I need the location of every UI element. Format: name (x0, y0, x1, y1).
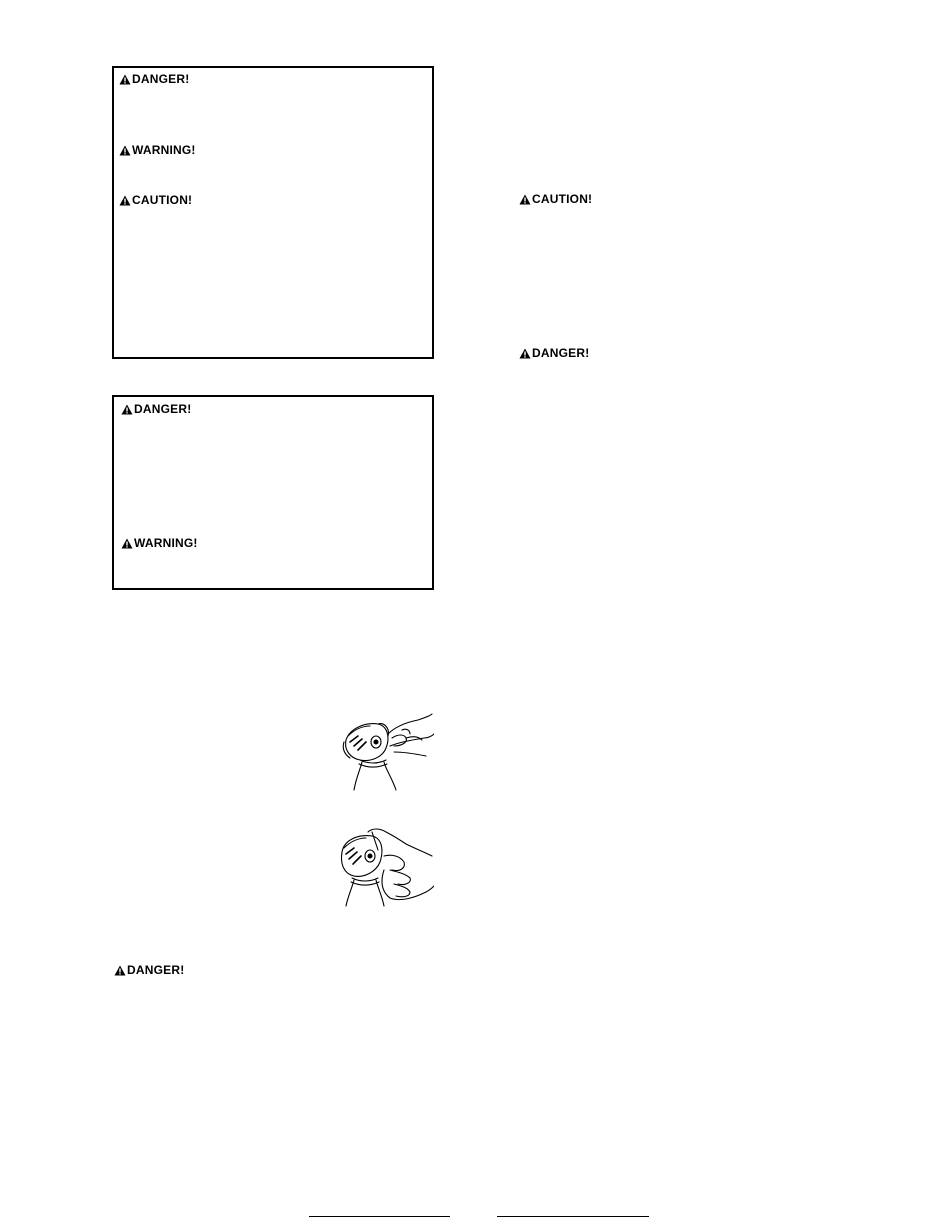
danger-label-right (519, 346, 589, 360)
danger-text: DANGER! (132, 72, 190, 86)
warning-label-box1 (119, 143, 196, 157)
warning-triangle-icon (114, 965, 126, 976)
warning-triangle-icon (121, 538, 133, 549)
warning-triangle-icon (519, 194, 531, 205)
safety-box-1 (112, 66, 434, 359)
danger-text: DANGER! (532, 346, 590, 360)
warning-triangle-icon (119, 195, 131, 206)
safety-box-2 (112, 395, 434, 590)
footer-rule-left (309, 1216, 450, 1217)
warning-text: WARNING! (132, 143, 196, 157)
danger-label-box1 (119, 72, 189, 86)
hand-pressing-cap-illustration (334, 826, 434, 908)
warning-triangle-icon (121, 404, 133, 415)
caution-text: CAUTION! (532, 192, 593, 206)
footer-rule-right (497, 1216, 649, 1217)
danger-label-box2 (121, 402, 191, 416)
caution-label-box1 (119, 193, 192, 207)
warning-triangle-icon (119, 145, 131, 156)
hand-removing-cap-illustration (332, 712, 434, 792)
danger-text: DANGER! (134, 402, 192, 416)
warning-text: WARNING! (134, 536, 198, 550)
caution-label-right (519, 192, 592, 206)
warning-triangle-icon (119, 74, 131, 85)
danger-label-left (114, 963, 184, 977)
warning-triangle-icon (519, 348, 531, 359)
warning-label-box2 (121, 536, 198, 550)
caution-text: CAUTION! (132, 193, 193, 207)
danger-text: DANGER! (127, 963, 185, 977)
